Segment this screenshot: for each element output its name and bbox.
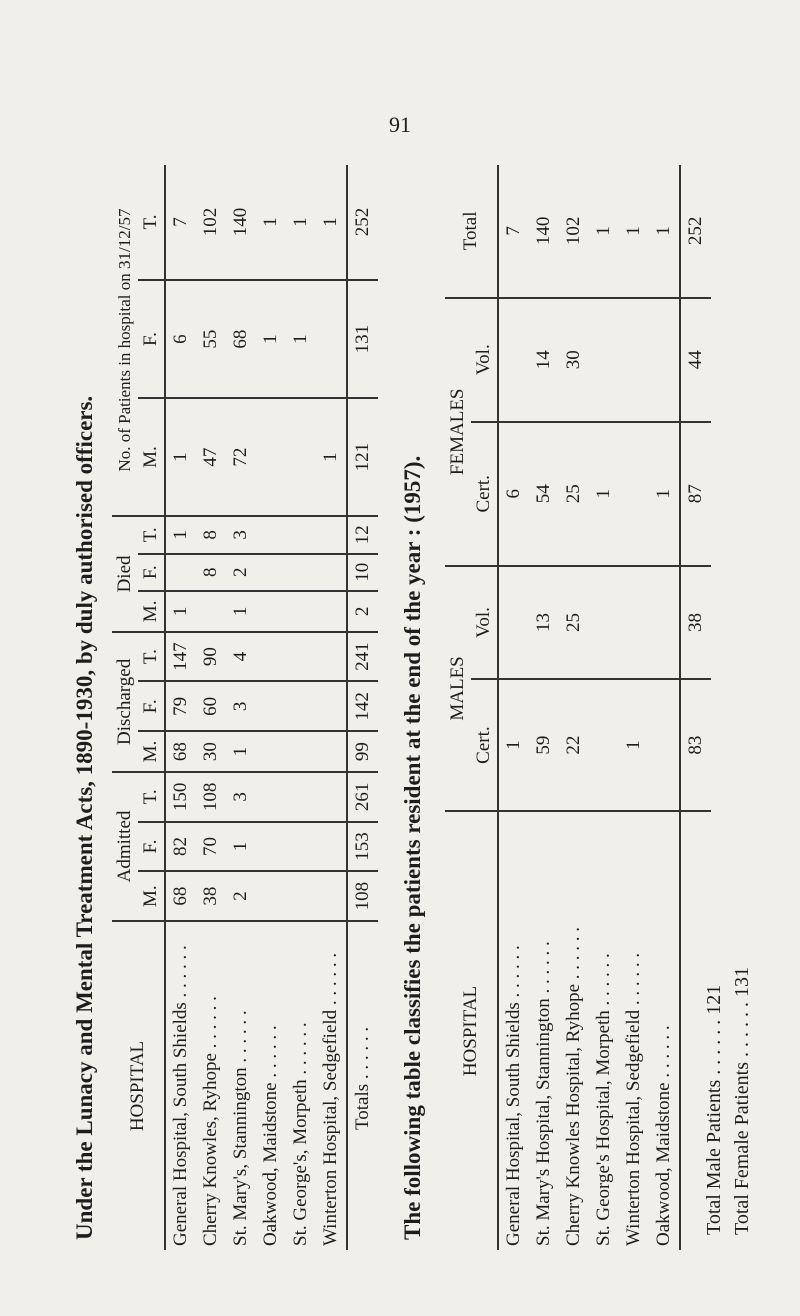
value-cell: 1 xyxy=(316,398,347,516)
value-cell: 1 xyxy=(498,679,529,811)
value-cell: 102 xyxy=(559,165,589,298)
total-cell: 252 xyxy=(347,165,378,280)
table-row xyxy=(649,165,680,1250)
value-cell: 8 xyxy=(196,516,226,553)
value-cell xyxy=(286,681,316,731)
total-cell: 83 xyxy=(680,679,711,811)
value-cell: 30 xyxy=(196,731,226,772)
summary-male-label: Total Male Patients . . . xyxy=(703,1020,725,1235)
value-cell xyxy=(286,591,316,632)
group-males: MALES xyxy=(445,566,471,811)
value-cell xyxy=(196,591,226,632)
summary-female-label: Total Female Patients . . . xyxy=(731,1002,753,1235)
resident-patients-table xyxy=(445,165,711,1250)
value-cell: 38 xyxy=(196,871,226,921)
table1-hospital-header: HOSPITAL xyxy=(112,921,165,1250)
hospital-name: St. Mary's Hospital, Stannington . . . xyxy=(529,811,559,1250)
sub-m: M. xyxy=(138,731,165,772)
sub-f: F. xyxy=(138,554,165,591)
value-cell: 150 xyxy=(165,772,196,822)
value-cell xyxy=(316,731,347,772)
total-cell: 261 xyxy=(347,772,378,822)
value-cell: 30 xyxy=(559,298,589,422)
value-cell: 13 xyxy=(529,566,559,679)
value-cell xyxy=(316,554,347,591)
hospital-name: St. George's, Morpeth . . . xyxy=(286,921,316,1250)
group-in-hospital: No. of Patients in hospital on 31/12/57 xyxy=(112,165,138,516)
table-row xyxy=(286,165,316,1250)
value-cell: 1 xyxy=(619,165,649,298)
hospital-name: General Hospital, South Shields . . . xyxy=(165,921,196,1250)
value-cell: 72 xyxy=(226,398,256,516)
patient-summary xyxy=(700,967,756,1235)
total-cell: 44 xyxy=(680,298,711,422)
totals-label: Totals . . . xyxy=(347,921,378,1250)
value-cell: 1 xyxy=(256,165,286,280)
value-cell xyxy=(649,679,680,811)
hospital-name: Oakwood, Maidstone . . . xyxy=(256,921,286,1250)
value-cell xyxy=(286,516,316,553)
value-cell xyxy=(286,871,316,921)
value-cell: 1 xyxy=(589,165,619,298)
value-cell xyxy=(589,679,619,811)
value-cell: 14 xyxy=(529,298,559,422)
value-cell: 1 xyxy=(619,679,649,811)
value-cell: 68 xyxy=(165,871,196,921)
total-cell: 87 xyxy=(680,422,711,566)
sub-t: T. xyxy=(138,165,165,280)
table2-body xyxy=(498,165,680,1250)
value-cell: 8 xyxy=(196,554,226,591)
hospital-admissions-table xyxy=(112,165,378,1250)
value-cell xyxy=(256,632,286,682)
value-cell xyxy=(256,398,286,516)
hospital-name: Cherry Knowles Hospital, Ryhope . . . xyxy=(559,811,589,1250)
value-cell: 54 xyxy=(529,422,559,566)
hospital-name: St. Mary's, Stannington . . . xyxy=(226,921,256,1250)
value-cell: 1 xyxy=(286,165,316,280)
hospital-name: Oakwood, Maidstone . . . xyxy=(649,811,680,1250)
sub-f: F. xyxy=(138,681,165,731)
value-cell: 1 xyxy=(286,280,316,398)
value-cell xyxy=(256,591,286,632)
sub-cert: Cert. xyxy=(471,422,498,566)
value-cell xyxy=(619,422,649,566)
value-cell xyxy=(316,591,347,632)
value-cell xyxy=(256,731,286,772)
total-cell: 153 xyxy=(347,822,378,872)
table-row xyxy=(226,165,256,1250)
value-cell xyxy=(649,298,680,422)
value-cell: 102 xyxy=(196,165,226,280)
table1-body xyxy=(165,165,347,1250)
table-row xyxy=(498,165,529,1250)
table-row xyxy=(165,165,196,1250)
total-cell: 142 xyxy=(347,681,378,731)
table-row xyxy=(316,165,347,1250)
total-cell: 131 xyxy=(347,280,378,398)
value-cell: 108 xyxy=(196,772,226,822)
rotated-page-content xyxy=(0,105,800,1255)
total-cell: 38 xyxy=(680,566,711,679)
table-row xyxy=(196,165,226,1250)
hospital-name: Cherry Knowles, Ryhope . . . xyxy=(196,921,226,1250)
value-cell xyxy=(256,681,286,731)
value-cell xyxy=(286,772,316,822)
value-cell: 3 xyxy=(226,772,256,822)
value-cell xyxy=(316,871,347,921)
value-cell xyxy=(286,554,316,591)
value-cell xyxy=(589,298,619,422)
value-cell xyxy=(256,554,286,591)
value-cell: 55 xyxy=(196,280,226,398)
value-cell: 2 xyxy=(226,871,256,921)
value-cell: 7 xyxy=(498,165,529,298)
group-females: FEMALES xyxy=(445,298,471,566)
summary-male xyxy=(700,967,728,1235)
value-cell xyxy=(256,871,286,921)
value-cell: 25 xyxy=(559,422,589,566)
value-cell xyxy=(256,516,286,553)
value-cell xyxy=(316,280,347,398)
table1-title: Under the Lunacy and Mental Treatment Acts, 1890-1930, by duly authorised officers. xyxy=(72,395,97,1240)
sub-vol: Vol. xyxy=(471,566,498,679)
value-cell: 59 xyxy=(529,679,559,811)
value-cell: 70 xyxy=(196,822,226,872)
value-cell: 1 xyxy=(226,731,256,772)
summary-female xyxy=(728,967,756,1235)
value-cell: 1 xyxy=(649,165,680,298)
sub-m: M. xyxy=(138,591,165,632)
total-cell: 121 xyxy=(347,398,378,516)
value-cell xyxy=(316,822,347,872)
total-cell: 252 xyxy=(680,165,711,298)
value-cell xyxy=(316,772,347,822)
value-cell xyxy=(316,681,347,731)
total-cell: 241 xyxy=(347,632,378,682)
value-cell xyxy=(256,822,286,872)
sub-f: F. xyxy=(138,280,165,398)
value-cell: 60 xyxy=(196,681,226,731)
group-died: Died xyxy=(112,516,138,632)
value-cell: 140 xyxy=(226,165,256,280)
group-discharged: Discharged xyxy=(112,632,138,772)
summary-female-value: 131 xyxy=(731,966,753,997)
value-cell xyxy=(286,398,316,516)
value-cell: 79 xyxy=(165,681,196,731)
hospital-name: St. George's Hospital, Morpeth . . . xyxy=(589,811,619,1250)
sub-t: T. xyxy=(138,516,165,553)
value-cell: 47 xyxy=(196,398,226,516)
total-cell: 108 xyxy=(347,871,378,921)
sub-f: F. xyxy=(138,822,165,872)
value-cell: 1 xyxy=(256,280,286,398)
value-cell: 3 xyxy=(226,681,256,731)
value-cell xyxy=(649,566,680,679)
value-cell: 7 xyxy=(165,165,196,280)
total-cell: 10 xyxy=(347,554,378,591)
sub-vol: Vol. xyxy=(471,298,498,422)
value-cell: 25 xyxy=(559,566,589,679)
value-cell xyxy=(286,731,316,772)
group-total: Total xyxy=(445,165,498,298)
value-cell xyxy=(286,632,316,682)
summary-male-value: 121 xyxy=(703,984,725,1015)
value-cell: 6 xyxy=(498,422,529,566)
value-cell: 82 xyxy=(165,822,196,872)
value-cell: 2 xyxy=(226,554,256,591)
table-row xyxy=(256,165,286,1250)
table-row xyxy=(559,165,589,1250)
value-cell xyxy=(165,554,196,591)
sub-cert: Cert. xyxy=(471,679,498,811)
group-admitted: Admitted xyxy=(112,772,138,921)
table-row xyxy=(589,165,619,1250)
value-cell: 1 xyxy=(165,398,196,516)
table2-hospital-header: HOSPITAL xyxy=(445,811,498,1250)
value-cell: 1 xyxy=(226,591,256,632)
sub-m: M. xyxy=(138,398,165,516)
value-cell: 147 xyxy=(165,632,196,682)
value-cell xyxy=(498,566,529,679)
total-cell: 99 xyxy=(347,731,378,772)
sub-m: M. xyxy=(138,871,165,921)
hospital-name: Winterton Hospital, Sedgefield . . . xyxy=(316,921,347,1250)
table2-title: The following table classifies the patients resident at the end of the year : (1957). xyxy=(400,455,425,1240)
value-cell: 1 xyxy=(165,591,196,632)
hospital-name: Winterton Hospital, Sedgefield . . . xyxy=(619,811,649,1250)
value-cell: 1 xyxy=(649,422,680,566)
value-cell: 1 xyxy=(316,165,347,280)
value-cell xyxy=(316,632,347,682)
value-cell: 90 xyxy=(196,632,226,682)
value-cell xyxy=(498,298,529,422)
value-cell xyxy=(286,822,316,872)
value-cell: 1 xyxy=(589,422,619,566)
value-cell: 3 xyxy=(226,516,256,553)
value-cell: 68 xyxy=(165,731,196,772)
value-cell xyxy=(316,516,347,553)
sub-t: T. xyxy=(138,632,165,682)
value-cell: 6 xyxy=(165,280,196,398)
sub-t: T. xyxy=(138,772,165,822)
value-cell: 1 xyxy=(226,822,256,872)
value-cell: 4 xyxy=(226,632,256,682)
value-cell: 68 xyxy=(226,280,256,398)
hospital-name: General Hospital, South Shields . . . xyxy=(498,811,529,1250)
value-cell xyxy=(589,566,619,679)
page-number: 91 xyxy=(389,112,411,137)
total-cell: 12 xyxy=(347,516,378,553)
table-row xyxy=(619,165,649,1250)
value-cell xyxy=(619,566,649,679)
value-cell xyxy=(619,298,649,422)
value-cell: 22 xyxy=(559,679,589,811)
value-cell: 140 xyxy=(529,165,559,298)
value-cell: 1 xyxy=(165,516,196,553)
table-row xyxy=(529,165,559,1250)
total-cell: 2 xyxy=(347,591,378,632)
value-cell xyxy=(256,772,286,822)
